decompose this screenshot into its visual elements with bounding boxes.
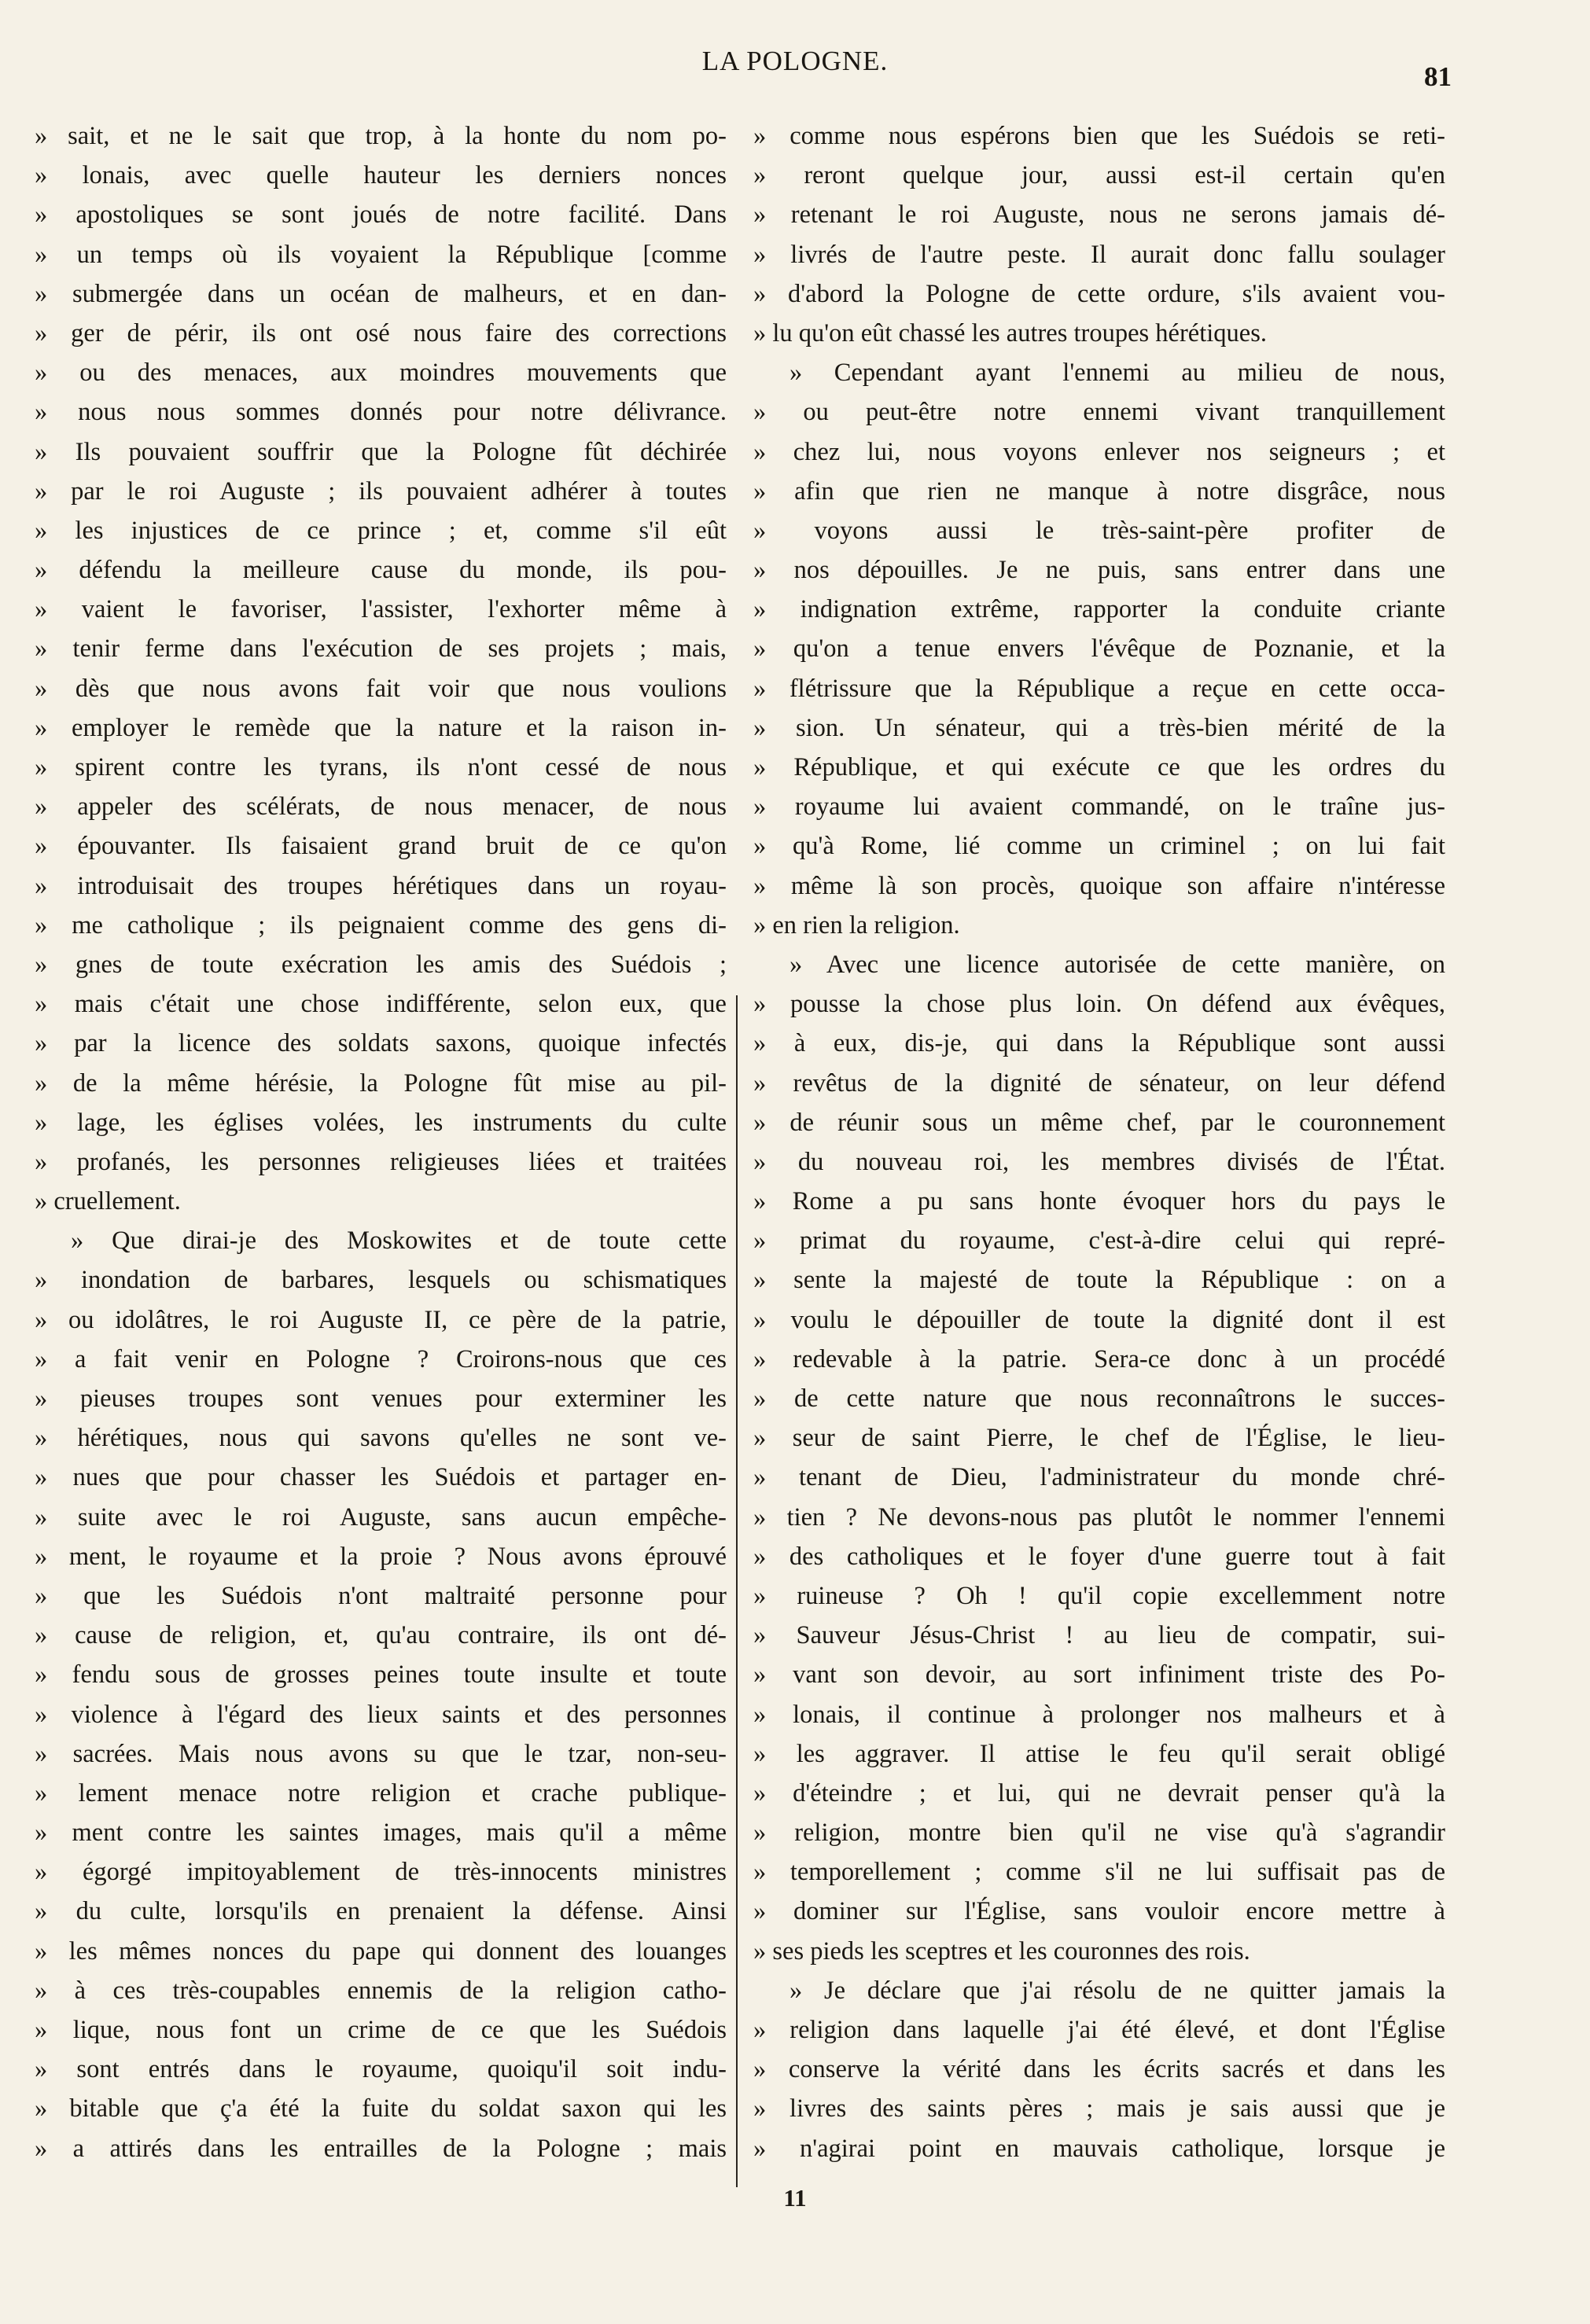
text-line: » indignation extrême, rapporter la conduite criante (753, 595, 1445, 624)
text-line: » voulu le dépouiller de toute la dignité dont il est (753, 1305, 1445, 1334)
text-line: » fendu sous de grosses peines toute insulte et toute (35, 1660, 727, 1690)
text-line: » épouvanter. Ils faisaient grand bruit de ce qu'on (35, 832, 727, 861)
text-line: » égorgé impitoyablement de très-innocents ministres (35, 1858, 727, 1887)
text-line: » hérétiques, nous qui savons qu'elles ne sont ve- (35, 1424, 727, 1453)
text-line: » mais c'était une chose indifférente, selon eux, que (35, 990, 727, 1019)
text-line: » ou idolâtres, le roi Auguste II, ce père de la patrie, (35, 1305, 727, 1334)
text-line: » spirent contre les tyrans, ils n'ont cessé de nous (35, 753, 727, 781)
left-text-column (35, 116, 727, 2168)
text-line: » du culte, lorsqu'ils en prenaient la défense. Ainsi (35, 1897, 727, 1926)
text-line: » Cependant ayant l'ennemi au milieu de nous, (789, 359, 1445, 388)
page-number: 81 (1424, 61, 1452, 92)
text-line: » de la même hérésie, la Pologne fût mise au pil- (35, 1068, 727, 1098)
text-line: » cruellement. (35, 1187, 181, 1216)
text-line: » tenir ferme dans l'exécution de ses projets ; mais, (35, 634, 727, 664)
text-line: » Sauveur Jésus-Christ ! au lieu de compatir, sui- (753, 1621, 1445, 1650)
text-line: » les aggraver. Il attise le feu qu'il serait obligé (753, 1739, 1445, 1768)
text-line: » reront quelque jour, aussi est-il certain qu'en (753, 161, 1445, 190)
text-line: » en rien la religion. (753, 910, 960, 940)
text-line: » nous nous sommes donnés pour notre délivrance. (35, 398, 727, 427)
text-line: » royaume lui avaient commandé, on le traîne jus- (753, 792, 1445, 822)
text-line: » ger de périr, ils ont osé nous faire des corrections (35, 318, 727, 347)
text-line: » les mêmes nonces du pape qui donnent des louanges (35, 1936, 727, 1965)
text-line: » par la licence des soldats saxons, quoique infectés (35, 1029, 727, 1058)
text-line: » n'agirai point en mauvais catholique, lorsque je (753, 2134, 1445, 2163)
text-line: » dès que nous avons fait voir que nous voulions (35, 674, 727, 703)
text-line: » livrés de l'autre peste. Il aurait donc fallu soulager (753, 240, 1445, 269)
text-line: » tenant de Dieu, l'administrateur du monde chré- (753, 1463, 1445, 1492)
text-line: » ruineuse ? Oh ! qu'il copie excellemment notre (753, 1581, 1445, 1610)
text-line: » lu qu'on eût chassé les autres troupes hérétiques. (753, 318, 1267, 347)
text-line: » profanés, les personnes religieuses liées et traitées (35, 1147, 727, 1176)
text-line: » livres des saints pères ; mais je sais aussi que je (753, 2094, 1445, 2124)
text-line: » chez lui, nous voyons enlever nos seigneurs ; et (753, 437, 1445, 466)
text-line: » revêtus de la dignité de sénateur, on leur défend (753, 1068, 1445, 1098)
text-line: » afin que rien ne manque à notre disgrâce, nous (753, 476, 1445, 506)
text-line: » défendu la meilleure cause du monde, ils pou- (35, 556, 727, 585)
text-line: » République, et qui exécute ce que les ordres du (753, 753, 1445, 781)
text-line: » sacrées. Mais nous avons su que le tzar, non-seu- (35, 1739, 727, 1768)
text-line: » de réunir sous un même chef, par le couronnement (753, 1108, 1445, 1137)
page-header (0, 46, 1590, 93)
text-line: » que les Suédois n'ont maltraité personne pour (35, 1581, 727, 1610)
text-line: » primat du royaume, c'est-à-dire celui qui repré- (753, 1226, 1445, 1256)
text-line: » sion. Un sénateur, qui a très-bien mérité de la (753, 713, 1445, 742)
text-line: » comme nous espérons bien que les Suédois se reti- (753, 122, 1445, 150)
right-text-column (753, 116, 1445, 2168)
text-line: » vant son devoir, au sort infiniment triste des Po- (753, 1660, 1445, 1690)
column-divider (736, 995, 738, 2187)
text-line: » tien ? Ne devons-nous pas plutôt le nommer l'ennemi (753, 1502, 1445, 1532)
text-line: » ou des menaces, aux moindres mouvements que (35, 359, 727, 388)
text-line: » retenant le roi Auguste, nous ne serons jamais dé- (753, 200, 1445, 230)
printer-signature: 11 (783, 2184, 807, 2212)
text-line: » de cette nature que nous reconnaîtrons le succes- (753, 1384, 1445, 1413)
text-line: » a fait venir en Pologne ? Croirons-nous que ces (35, 1344, 727, 1373)
text-line: » sait, et ne le sait que trop, à la honte du nom po- (35, 122, 727, 150)
text-line: » submergée dans un océan de malheurs, et en dan- (35, 279, 727, 308)
text-line: » lonais, il continue à prolonger nos malheurs et à (753, 1700, 1445, 1729)
text-line: » d'éteindre ; et lui, qui ne devrait penser qu'à la (753, 1778, 1445, 1807)
text-line: » lement menace notre religion et crache publique- (35, 1778, 727, 1807)
text-line: » qu'à Rome, lié comme un criminel ; on lui fait (753, 832, 1445, 861)
text-line: » lique, nous font un crime de ce que les Suédois (35, 2016, 727, 2044)
text-line: » suite avec le roi Auguste, sans aucun empêche- (35, 1502, 727, 1532)
text-line: » Avec une licence autorisée de cette manière, on (789, 950, 1445, 979)
text-line: » appeler des scélérats, de nous menacer, de nous (35, 792, 727, 822)
text-line: » nos dépouilles. Je ne puis, sans entrer dans une (753, 556, 1445, 585)
text-line: » les injustices de ce prince ; et, comme s'il eût (35, 516, 727, 545)
text-line: » apostoliques se sont joués de notre facilité. Dans (35, 200, 727, 230)
text-line: » redevable à la patrie. Sera-ce donc à un procédé (753, 1344, 1445, 1373)
text-line: » sont entrés dans le royaume, quoiqu'il soit indu- (35, 2055, 727, 2084)
text-line: » des catholiques et le foyer d'une guerre tout à fait (753, 1542, 1445, 1571)
text-line: » ment contre les saintes images, mais qu'il a même (35, 1818, 727, 1848)
text-line: » gnes de toute exécration les amis des Suédois ; (35, 950, 727, 979)
text-line: » temporellement ; comme s'il ne lui suffisait pas de (753, 1858, 1445, 1887)
text-line: » dominer sur l'Église, sans vouloir encore mettre à (753, 1897, 1445, 1926)
text-line: » un temps où ils voyaient la République [comme (35, 240, 727, 269)
text-line: » voyons aussi le très-saint-père profiter de (753, 516, 1445, 545)
text-line: » vaient le favoriser, l'assister, l'exhorter même à (35, 595, 727, 624)
text-line: » d'abord la Pologne de cette ordure, s'ils avaient vou- (753, 279, 1445, 308)
text-line: » Ils pouvaient souffrir que la Pologne fût déchirée (35, 437, 727, 466)
text-line: » ou peut-être notre ennemi vivant tranquillement (753, 398, 1445, 427)
text-line: » bitable que ç'a été la fuite du soldat saxon qui les (35, 2094, 727, 2124)
text-line: » lonais, avec quelle hauteur les derniers nonces (35, 161, 727, 190)
text-line: » Que dirai-je des Moskowites et de toute cette (71, 1226, 727, 1256)
text-line: » cause de religion, et, qu'au contraire, ils ont dé- (35, 1621, 727, 1650)
text-line: » sente la majesté de toute la République : on a (753, 1266, 1445, 1295)
text-line: » même là son procès, quoique son affaire n'intéresse (753, 871, 1445, 900)
text-line: » par le roi Auguste ; ils pouvaient adhérer à toutes (35, 476, 727, 506)
text-line: » nues que pour chasser les Suédois et partager en- (35, 1463, 727, 1492)
text-line: » Rome a pu sans honte évoquer hors du pays le (753, 1187, 1445, 1216)
text-line: » conserve la vérité dans les écrits sacrés et dans les (753, 2055, 1445, 2084)
text-line: » me catholique ; ils peignaient comme des gens di- (35, 910, 727, 940)
text-line: » du nouveau roi, les membres divisés de l'État. (753, 1147, 1445, 1176)
running-title: LA POLOGNE. (701, 46, 889, 76)
text-line: » Je déclare que j'ai résolu de ne quitter jamais la (789, 1976, 1445, 2005)
text-line: » religion, montre bien qu'il ne vise qu'à s'agrandir (753, 1818, 1445, 1848)
text-line: » lage, les églises volées, les instruments du culte (35, 1108, 727, 1137)
text-line: » qu'on a tenue envers l'évêque de Poznanie, et la (753, 634, 1445, 664)
text-line: » à eux, dis-je, qui dans la République sont aussi (753, 1029, 1445, 1058)
text-line: » à ces très-coupables ennemis de la religion catho- (35, 1976, 727, 2005)
text-line: » a attirés dans les entrailles de la Pologne ; mais (35, 2134, 727, 2163)
text-line: » ses pieds les sceptres et les couronnes des rois. (753, 1936, 1250, 1965)
text-line: » employer le remède que la nature et la raison in- (35, 713, 727, 742)
text-line: » flétrissure que la République a reçue en cette occa- (753, 674, 1445, 703)
text-line: » inondation de barbares, lesquels ou schismatiques (35, 1266, 727, 1295)
text-line: » ment, le royaume et la proie ? Nous avons éprouvé (35, 1542, 727, 1571)
text-line: » religion dans laquelle j'ai été élevé, et dont l'Église (753, 2016, 1445, 2044)
text-line: » violence à l'égard des lieux saints et des personnes (35, 1700, 727, 1729)
text-line: » introduisait des troupes hérétiques dans un royau- (35, 871, 727, 900)
text-line: » seur de saint Pierre, le chef de l'Église, le lieu- (753, 1424, 1445, 1453)
text-line: » pousse la chose plus loin. On défend aux évêques, (753, 990, 1445, 1019)
text-line: » pieuses troupes sont venues pour exterminer les (35, 1384, 727, 1413)
